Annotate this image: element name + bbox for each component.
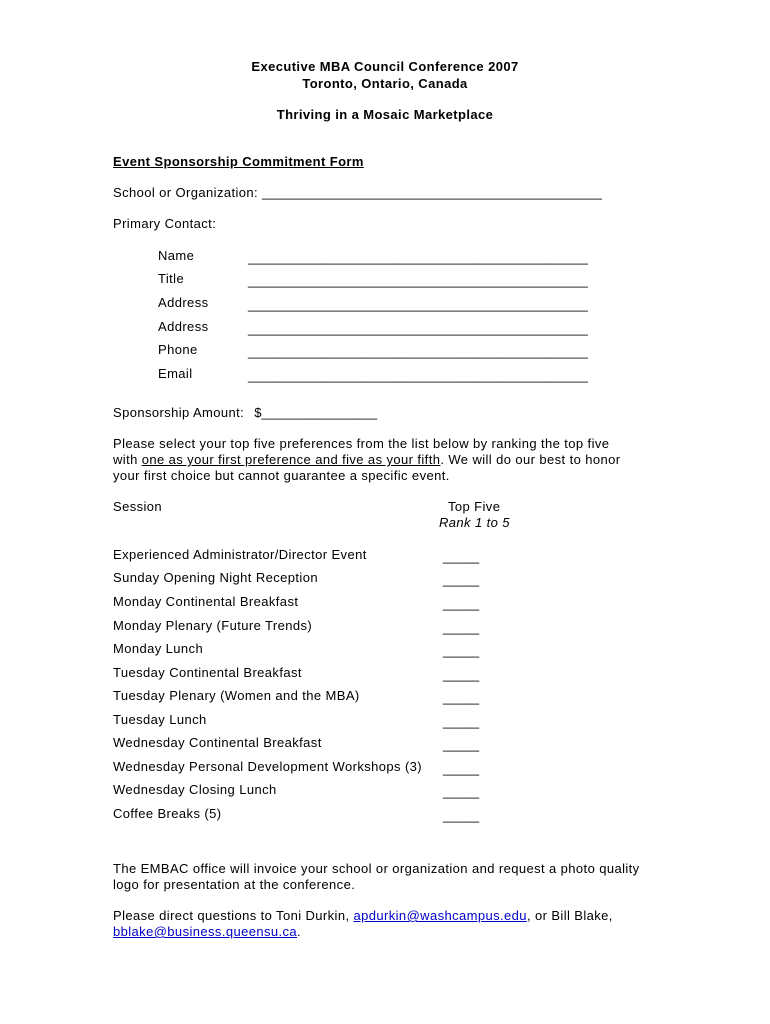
- contact-phone-label: Phone: [158, 342, 198, 357]
- session-item: Wednesday Continental Breakfast: [113, 735, 322, 750]
- instructions-emphasis: one as your first preference and five as your fifth: [141, 452, 441, 467]
- instructions-line-2: [113, 452, 620, 467]
- session-item: Tuesday Continental Breakfast: [113, 665, 302, 680]
- conference-title: Executive MBA Council Conference 2007: [251, 59, 519, 74]
- sponsorship-amount-label: Sponsorship Amount:: [113, 405, 245, 420]
- rank-blank[interactable]: _____: [443, 737, 480, 752]
- rank-column-header: Top Five: [448, 499, 501, 514]
- rank-blank[interactable]: _____: [443, 549, 480, 564]
- instructions-line-1: Please select your top five preferences from the list below by ranking the top five: [113, 436, 610, 451]
- invoice-note-line-1: The EMBAC office will invoice your school or organization and request a photo quality: [113, 861, 640, 876]
- session-item: Monday Plenary (Future Trends): [113, 618, 313, 633]
- contact-address-blank[interactable]: _______________________________________________: [248, 297, 588, 312]
- rank-blank[interactable]: _____: [443, 761, 480, 776]
- rank-blank[interactable]: _____: [443, 572, 480, 587]
- questions-line-2: [113, 924, 301, 939]
- school-field: [113, 185, 602, 200]
- rank-blank[interactable]: _____: [443, 690, 480, 705]
- primary-contact-label: Primary Contact:: [113, 216, 217, 231]
- form-heading: Event Sponsorship Commitment Form: [113, 154, 364, 169]
- session-item: Coffee Breaks (5): [113, 806, 222, 821]
- email-link-durkin[interactable]: apdurkin@washcampus.edu: [353, 908, 527, 923]
- rank-blank[interactable]: _____: [443, 667, 480, 682]
- sponsorship-amount-blank[interactable]: $________________: [254, 405, 378, 420]
- rank-column-subheader: Rank 1 to 5: [439, 515, 510, 530]
- rank-blank[interactable]: _____: [443, 620, 480, 635]
- session-column-header: Session: [113, 499, 163, 514]
- rank-blank[interactable]: _____: [443, 714, 480, 729]
- instructions-line-3: your first choice but cannot guarantee a specific event.: [113, 468, 450, 483]
- questions-prefix: Please direct questions to Toni Durkin,: [113, 908, 354, 923]
- contact-address2-blank[interactable]: _______________________________________________: [248, 321, 588, 336]
- questions-line-1: [113, 908, 613, 923]
- session-item: Sunday Opening Night Reception: [113, 570, 318, 585]
- session-item: Experienced Administrator/Director Event: [113, 547, 367, 562]
- conference-location: Toronto, Ontario, Canada: [302, 76, 468, 91]
- contact-title-label: Title: [158, 271, 185, 286]
- rank-blank[interactable]: _____: [443, 643, 480, 658]
- instructions-line-2-prefix: with: [113, 452, 142, 467]
- session-item: Monday Continental Breakfast: [113, 594, 299, 609]
- rank-blank[interactable]: _____: [443, 596, 480, 611]
- contact-email-blank[interactable]: _______________________________________________: [248, 368, 588, 383]
- school-blank[interactable]: _______________________________________________: [262, 185, 602, 200]
- email-link-blake[interactable]: bblake@business.queensu.ca: [113, 924, 298, 939]
- questions-middle: , or Bill Blake,: [526, 908, 613, 923]
- rank-blank[interactable]: _____: [443, 784, 480, 799]
- contact-address2-label: Address: [158, 319, 209, 334]
- conference-theme: Thriving in a Mosaic Marketplace: [276, 107, 494, 122]
- contact-address-label: Address: [158, 295, 209, 310]
- session-item: Wednesday Closing Lunch: [113, 782, 277, 797]
- session-item: Wednesday Personal Development Workshops (3): [113, 759, 423, 774]
- session-item: Tuesday Lunch: [113, 712, 207, 727]
- instructions-line-2-suffix: . We will do our best to honor: [440, 452, 621, 467]
- rank-blank[interactable]: _____: [443, 808, 480, 823]
- contact-name-label: Name: [158, 248, 195, 263]
- sponsorship-amount-field: [113, 405, 377, 420]
- questions-end: .: [297, 924, 302, 939]
- school-label: School or Organization:: [113, 185, 259, 200]
- contact-phone-blank[interactable]: _______________________________________________: [248, 344, 588, 359]
- session-item: Monday Lunch: [113, 641, 204, 656]
- session-item: Tuesday Plenary (Women and the MBA): [113, 688, 360, 703]
- contact-email-label: Email: [158, 366, 193, 381]
- contact-name-blank[interactable]: _______________________________________________: [248, 250, 588, 265]
- contact-title-blank[interactable]: _______________________________________________: [248, 273, 588, 288]
- invoice-note-line-2: logo for presentation at the conference.: [113, 877, 356, 892]
